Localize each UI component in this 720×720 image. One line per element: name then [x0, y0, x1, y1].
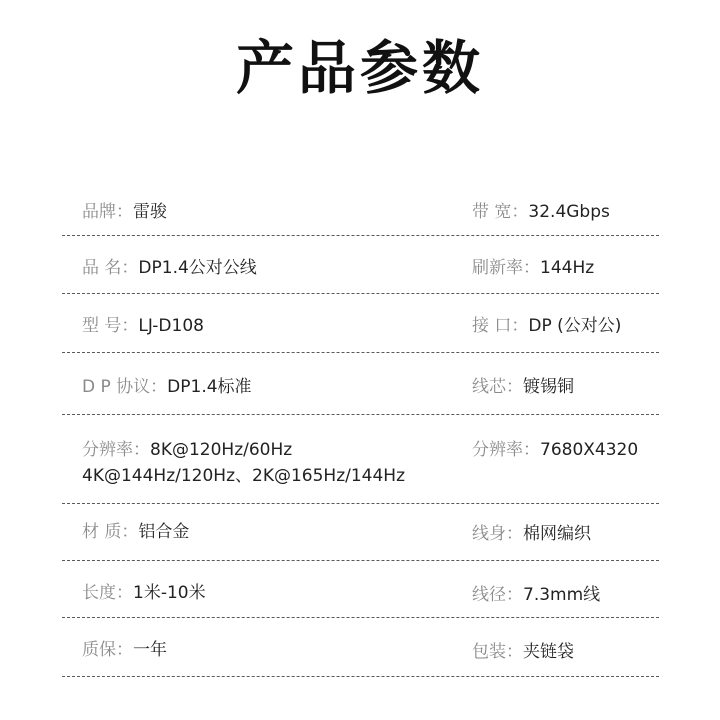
spec-value: 一年	[133, 640, 167, 660]
spec-label: 接 口：	[472, 316, 529, 336]
spec-row-material	[62, 504, 659, 561]
spec-value: LJ-D108	[138, 316, 204, 336]
spec-cell-bandwidth	[472, 200, 610, 224]
spec-value: DP1.4标准	[167, 377, 252, 397]
spec-cell-dp-protocol	[82, 375, 252, 399]
spec-label: 质保：	[82, 640, 133, 660]
spec-label: D P 协议：	[82, 377, 168, 397]
spec-cell-warranty	[82, 638, 167, 662]
spec-value: 7.3mm线	[523, 585, 601, 605]
spec-label: 材 质：	[82, 522, 139, 542]
spec-cell-diameter	[472, 583, 600, 607]
spec-row-name	[62, 236, 659, 294]
spec-value: 144Hz	[540, 258, 595, 278]
spec-label: 长度：	[82, 583, 133, 603]
spec-cell-cable-body	[472, 522, 591, 546]
spec-value: 夹链袋	[523, 642, 574, 662]
page-title: 产品参数	[235, 34, 484, 102]
spec-cell-brand	[82, 200, 167, 224]
spec-cell-max-resolution	[472, 438, 638, 462]
spec-cell-length	[82, 581, 206, 605]
spec-label: 品牌：	[82, 202, 133, 222]
spec-value-continued: 4K@144Hz/120Hz、2K@165Hz/144Hz	[82, 466, 405, 486]
spec-cell-resolution	[82, 438, 292, 462]
spec-value: 7680X4320	[540, 440, 639, 460]
spec-value: 铝合金	[138, 522, 190, 542]
spec-cell-model	[82, 314, 204, 338]
spec-cell-interface	[472, 314, 621, 338]
spec-cell-core	[472, 375, 574, 399]
spec-label: 包装：	[472, 642, 523, 662]
spec-label: 线芯：	[472, 377, 523, 397]
spec-row-brand	[62, 178, 659, 236]
spec-cell-material	[82, 520, 189, 544]
spec-row-warranty	[62, 618, 659, 677]
spec-row-resolution	[62, 415, 659, 504]
spec-value: 32.4Gbps	[528, 202, 610, 222]
spec-cell-refresh-rate	[472, 256, 594, 280]
spec-value: DP1.4公对公线	[138, 258, 257, 278]
spec-label: 分辨率：	[472, 440, 540, 460]
spec-label: 品 名：	[82, 258, 139, 278]
spec-value: 8K@120Hz/60Hz	[150, 440, 293, 460]
spec-row-model	[62, 294, 659, 353]
spec-value: 雷骏	[133, 202, 167, 222]
spec-value: DP (公对公)	[528, 316, 622, 336]
spec-label: 带 宽：	[472, 202, 529, 222]
spec-cell-name	[82, 256, 257, 280]
spec-label: 线径：	[472, 585, 523, 605]
spec-label: 分辨率：	[82, 440, 150, 460]
spec-value: 1米-10米	[133, 583, 206, 603]
spec-label: 型 号：	[82, 316, 139, 336]
spec-label: 刷新率：	[472, 258, 540, 278]
spec-row-dp-protocol	[62, 353, 659, 415]
spec-cell-packaging	[472, 640, 574, 664]
spec-value: 镀锡铜	[523, 377, 574, 397]
spec-table	[62, 178, 659, 677]
spec-label: 线身：	[472, 524, 523, 544]
spec-row-length	[62, 561, 659, 618]
spec-value: 棉网编织	[523, 524, 591, 544]
